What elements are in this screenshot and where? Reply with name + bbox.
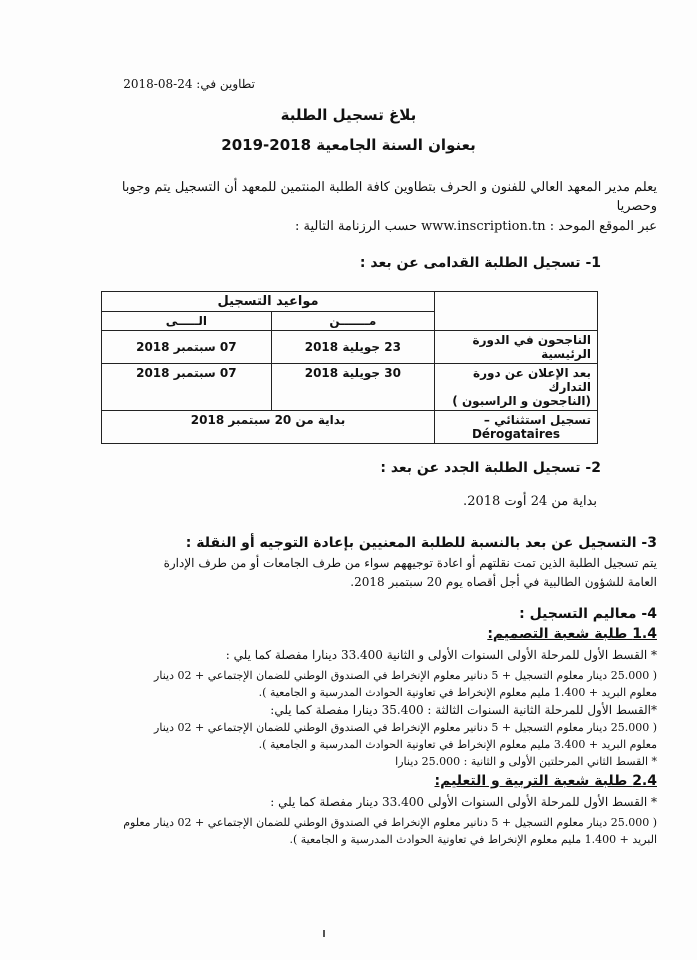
row-from: 30 جويلية 2018 <box>271 364 434 411</box>
fee-line: *القسط الأول للمرحلة الثانية السنوات الثالثة : 35.400 دينارا مفصلة كما يلي: <box>270 703 657 717</box>
section-3-title: 3- التسجيل عن بعد بالنسبة للطلبة المعنيين بإعادة التوجيه أو النقلة : <box>185 535 657 551</box>
table-row <box>102 364 598 411</box>
row-label-line-1: بعد الإعلان عن دورة التدارك <box>473 366 591 394</box>
fee-line: معلوم البريد + 3.400 مليم معلوم الإنخراط في تعاونية الحوادث المدرسية و الجامعية ). <box>258 738 657 751</box>
document-subtitle: بعنوان السنة الجامعية 2018-2019 <box>221 136 476 154</box>
row-to: 07 سبتمبر 2018 <box>102 331 272 364</box>
date-line: تطاوين في: 24-08-2018 <box>123 77 255 91</box>
row-label-line-1: تسجيل استثنائي – <box>483 413 591 427</box>
section-1-title: 1- تسجيل الطلبة القدامى عن بعد : <box>359 255 601 271</box>
row-to: 07 سبتمبر 2018 <box>102 364 272 411</box>
row-label: الناجحون في الدورة الرئيسية <box>435 331 598 364</box>
fee-line: البريد + 1.400 مليم معلوم الإنخراط في تعاونية الحوادث المدرسية و الجامعية ). <box>289 833 657 846</box>
fee-line: * القسط الأول للمرحلة الأولى السنوات الأولى و الثانية 33.400 دينارا مفصلة كما يلي : <box>225 648 657 662</box>
section-2-line: بداية من 24 أوت 2018. <box>463 494 597 509</box>
fee-line: ( 25.000 دينار معلوم التسجيل + 5 دنانير معلوم الإنخراط في الصندوق الوطني للضمان الإجتماعي + 02 دينار <box>154 669 657 682</box>
schedule-table <box>101 291 598 444</box>
fee-line: * القسط الثاني المرحلتين الأولى و الثانية : 25.000 دينارا <box>395 755 657 768</box>
section-4-title: 4- معاليم التسجيل : <box>519 606 657 622</box>
section-3-line-2: العامة للشؤون الطالبية في أجل أقصاه يوم 20 سبتمبر 2018. <box>350 575 657 589</box>
fee-line: ( 25.000 دينار معلوم التسجيل + 5 دنانير معلوم الإنخراط في الصندوق الوطني للضمان الإجتماعي + 02 دينار معلوم <box>123 816 657 829</box>
table-group-header: مواعيد التسجيل <box>102 292 435 312</box>
intro-line-1: يعلم مدير المعهد العالي للفنون و الحرف بتطاوين كافة الطلبة المنتمين للمعهد أن التسجيل يتم وجوبا <box>121 180 657 195</box>
table-row <box>102 411 598 444</box>
row-label <box>435 364 598 411</box>
section-3-line-1: يتم تسجيل الطلبة الذين تمت نقلتهم أو اعادة توجيههم سواء من طرف الجامعات أو من طرف الإدارة <box>163 556 657 570</box>
table-corner-cell <box>435 292 598 331</box>
fee-line: * القسط الأول للمرحلة الأولى السنوات الأولى 33.400 دينار مفصلة كما يلي : <box>270 795 657 809</box>
row-from: 23 جويلية 2018 <box>271 331 434 364</box>
table-col-to: الـــــى <box>102 312 272 331</box>
intro-line-3: عبر الموقع الموحد : www.inscription.tn حسب الرزنامة التالية : <box>295 219 657 234</box>
section-4-1-title: 1.4 طلبة شعبة التصميم: <box>487 626 657 642</box>
row-label <box>435 411 598 444</box>
section-2-title: 2- تسجيل الطلبة الجدد عن بعد : <box>380 460 601 476</box>
row-merged-date: بداية من 20 سبتمبر 2018 <box>102 411 435 444</box>
table-col-from: مـــــــن <box>271 312 434 331</box>
table-row <box>102 331 598 364</box>
page-mark <box>323 930 325 937</box>
fee-line: ( 25.000 دينار معلوم التسجيل + 5 دنانير معلوم الإنخراط في الصندوق الوطني للضمان الإجتماعي + 02 دينار <box>154 721 657 734</box>
section-4-2-title: 2.4 طلبة شعبة التربية و التعليم: <box>434 773 657 789</box>
fee-line: معلوم البريد + 1.400 مليم معلوم الإنخراط في تعاونية الحوادث المدرسية و الجامعية ). <box>258 686 657 699</box>
row-label-line-2: (الناجحون و الراسبون ) <box>452 394 591 408</box>
intro-line-2: وحصريا <box>616 199 657 214</box>
document-title: بلاغ تسجيل الطلبة <box>280 106 417 124</box>
row-label-line-2: Dérogataires <box>471 427 561 441</box>
